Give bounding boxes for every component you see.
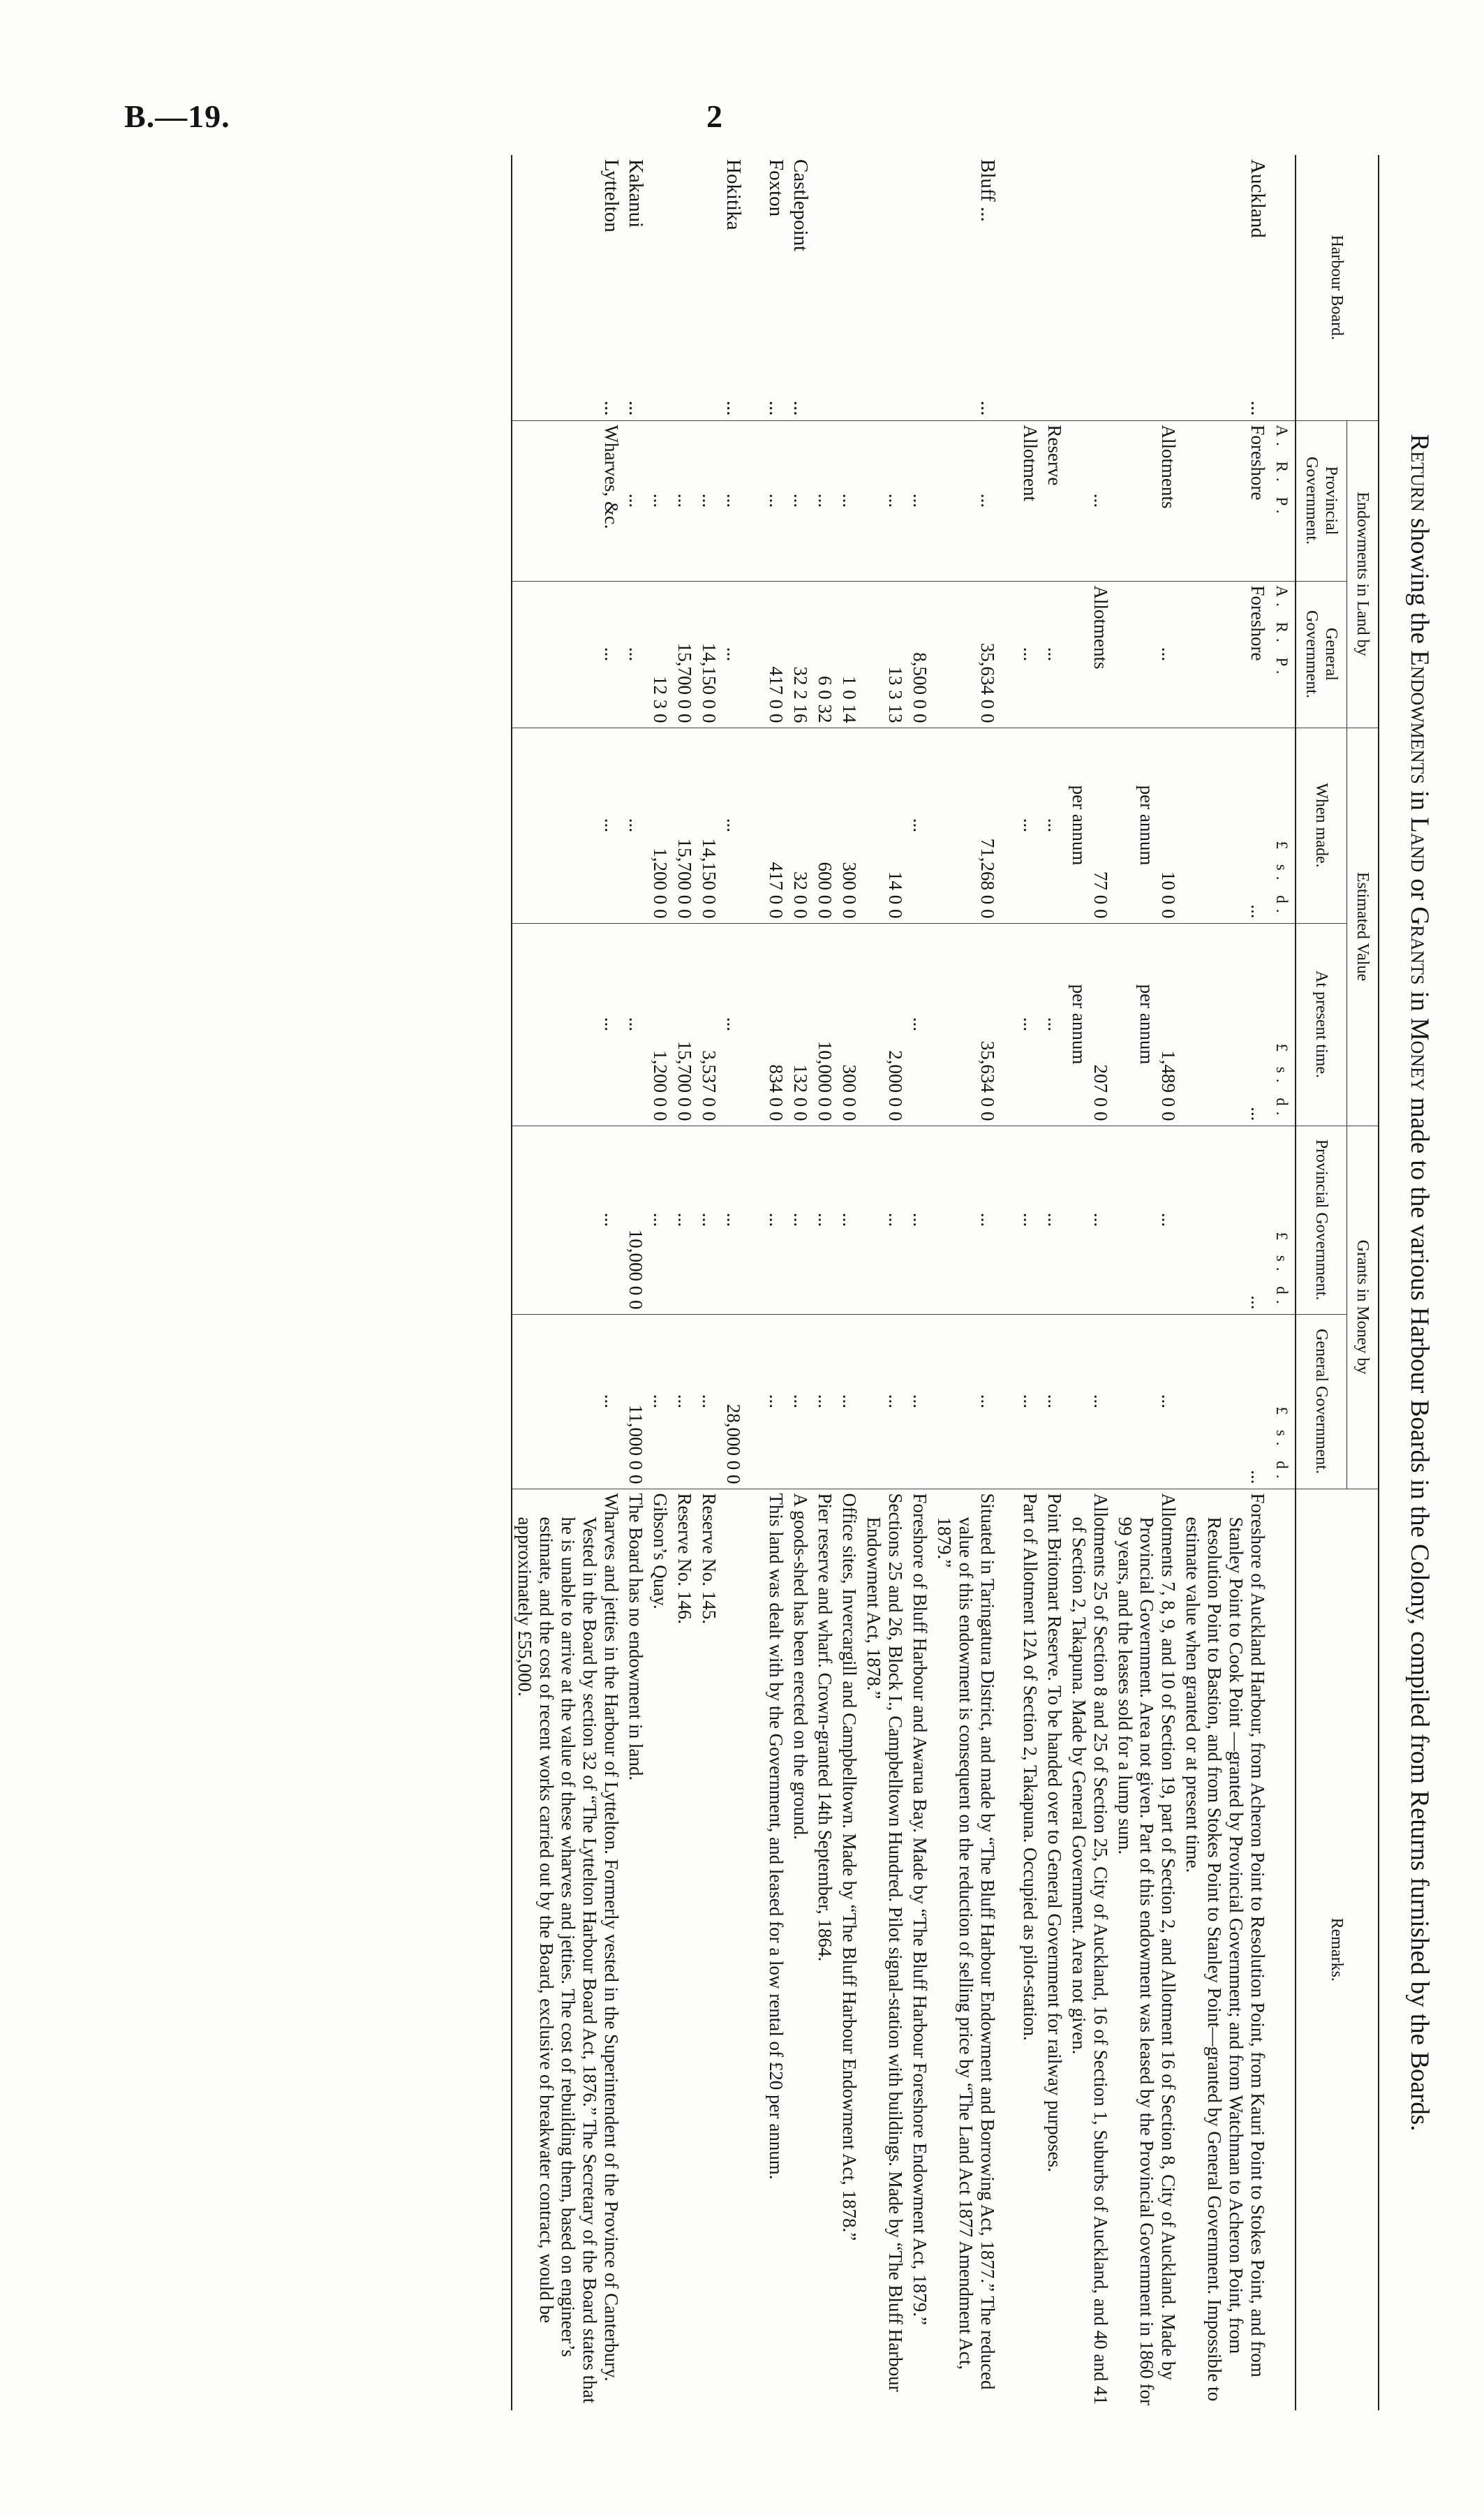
col-remarks: Remarks. <box>1296 1489 1379 2410</box>
table-row: Lyttelton ... Wharves, &c. ... ... ... ... ... Wharves and jetties in the Harbour of Lyttelton. Formerly vested in the Superintendent of the Province of Canterbury. Vested in the Board by section 32 of “The Lyttelton Harbour Board Act, 1876.” The Secretary of the Board states that he is unable to arrive at the value of these wharves and jetties. The cost of rebuilding them, based on engineer’s estimate, and the cost of recent works carried out by the Board, exclusive of breakwater contract, would be approximately £55,000. <box>512 155 623 2410</box>
table-row: ... 15,700 0 0 15,700 0 0 15,700 0 0 ... ... Reserve No. 146. <box>672 155 697 2410</box>
table-row: Foxton ... ... 417 0 0 417 0 0 834 0 0 ... ... This land was dealt with by the Government, and leased for a low rental of £20 per annum. <box>764 155 788 2410</box>
col-gen-money: General Government. <box>1296 1314 1347 1489</box>
table-row: Bluff ... ... ... 35,634 0 0 71,268 0 0 35,634 0 0 ... ... Situated in Taringatura District, and made by “The Bluff Harbour Endowment and Borrowing Act, 1877.” The reduced value of this endowment is consequent on the reduction of selling price by “The Land Act 1877 Amendment Act, 1879.” <box>932 155 1000 2410</box>
col-gen-land: General Government. <box>1296 581 1347 728</box>
table-row: Auckland ... Foreshore Foreshore ... ... ... ... Foreshore of Auckland Harbour, from Acheron Point to Resolution Point, from Kauri Point to Stokes Point, and from Stanley Point to Cook Point —granted by Provincial Government; and from Watchman to Acheron Point, from Resolution Point to Bastion, and from Stokes Point to Stanley Point—granted by General Government. Impossible to estimate value when granted or at present time. <box>1180 155 1270 2410</box>
table-row: ... 14,150 0 0 14,150 0 0 3,537 0 0 ... ... Reserve No. 145. <box>697 155 721 2410</box>
document-reference: B.—19. <box>124 98 230 134</box>
rotated-table-sheet <box>137 155 1435 2410</box>
col-when-made: When made. <box>1296 728 1347 923</box>
table-row: Reserve ... ... ... ... ... Point Britomart Reserve. To be handed over to General Government for railway purposes. <box>1042 155 1067 2410</box>
table-row: ... 6 0 32 600 0 0 10,000 0 0 ... ... Pier reserve and wharf. Crown-granted 14th September, 1864. <box>813 155 837 2410</box>
unit-label: £ s. d. <box>1273 1232 1291 1310</box>
table-row: ... 12 3 0 1,200 0 0 1,200 0 0 ... ... Gibson’s Quay. <box>648 155 672 2410</box>
unit-label: £ s. d. <box>1273 1406 1291 1484</box>
unit-label: A. R. P. <box>1273 585 1291 680</box>
units-row <box>1270 155 1296 2410</box>
col-group-land: Endowments in Land by <box>1347 420 1379 728</box>
table-row: Kakanui ... ... ... ... ... 10,000 0 0 11,000 0 0 The Board has no endowment in land. <box>623 155 648 2410</box>
table-row: ... 8,500 0 0 ... ... ... ... Foreshore of Bluff Harbour and Awarua Bay. Made by “The Bluff Harbour Foreshore Endowment Act, 1879.” <box>907 155 932 2410</box>
table-row: ... 1 0 14 300 0 0 300 0 0 ... ... Office sites, Invercargill and Campbelltown. Made by “The Bluff Harbour Endowment Act, 1878.” <box>837 155 861 2410</box>
endowments-table <box>511 155 1379 2410</box>
unit-label: £ s. d. <box>1273 841 1291 919</box>
table-row: Castlepoint ... ... 32 2 16 32 0 0 132 0 0 ... ... A goods-shed has been erected on the ground. <box>788 155 813 2410</box>
col-group-value: Estimated Value <box>1347 728 1379 1126</box>
col-harbour-board: Harbour Board. <box>1296 155 1379 420</box>
page-number: 2 <box>706 98 722 134</box>
table-row: ... 13 3 13 14 0 0 2,000 0 0 ... ... Sections 25 and 26, Block I., Campbelltown Hundred. Pilot signal-station with buildings. Made by “The Bluff Harbour Endowment Act, 1878.” <box>861 155 907 2410</box>
table-row: Allotment ... ... ... ... ... Part of Allotment 12A of Section 2, Takapuna. Occupied as pilot-station. <box>1018 155 1042 2410</box>
table-title: Return showing the Endowments in Land or Grants in Money made to the various Harbour Boards in the Colony, compiled from Returns furnished by the Boards. <box>1405 434 1434 2132</box>
col-group-money: Grants in Money by <box>1347 1126 1379 1489</box>
table-row: Allotments ... 10 0 0 per annum 1,489 0 0 per annum ... ... Allotments 7, 8, 9, and 10 of Section 19, part of Section 2, and Allotment 16 of Section 8, City of Auckland. Made by Provincial Government. Area not given. Part of this endowment was leased by the Provincial Government in 1860 for 99 years, and the leases sold for a lump sum. <box>1113 155 1180 2410</box>
col-prov-land: Provincial Government. <box>1296 420 1347 581</box>
unit-label: £ s. d. <box>1273 1043 1291 1121</box>
table-row: Hokitika ... ... ... ... ... ... 28,000 0 0 <box>721 155 745 2410</box>
table-row: ... Allotments 77 0 0 per annum 207 0 0 per annum ... ... Allotments 25 of Section 8 and 25 of Section 25, City of Auckland, 16 of Section 1, Suburbs of Auckland, and 40 and 41 of Section 2, Takapuna. Made by General Government. Area not given. <box>1067 155 1113 2410</box>
col-prov-money: Provincial Government. <box>1296 1126 1347 1314</box>
unit-label: A. R. P. <box>1273 425 1291 519</box>
col-present-time: At present time. <box>1296 923 1347 1126</box>
